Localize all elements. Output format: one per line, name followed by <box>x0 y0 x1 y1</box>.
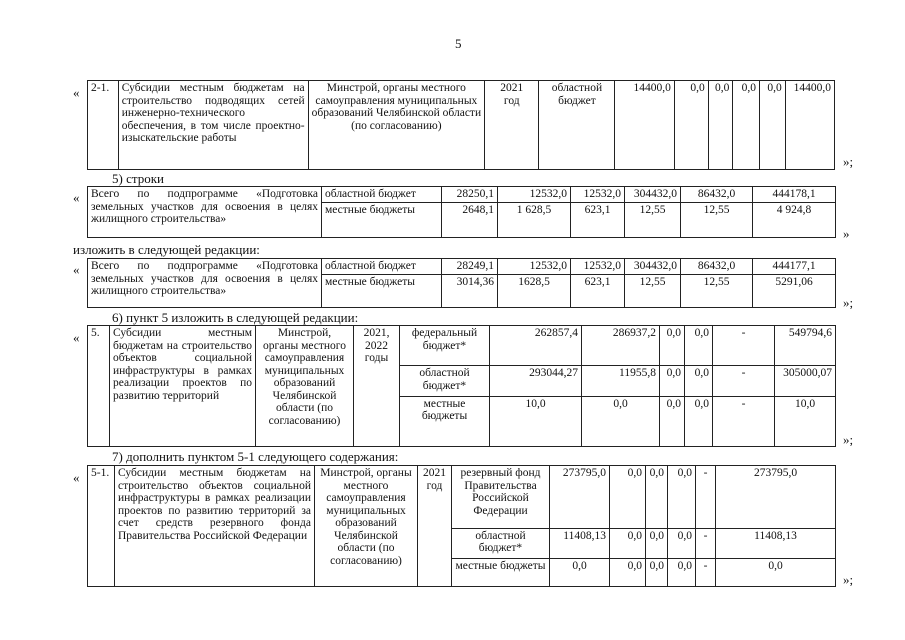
page-number: 5 <box>455 36 462 51</box>
quote-close: »; <box>843 572 854 587</box>
quote-close: »; <box>843 432 854 447</box>
item-number: 5-1. <box>88 466 115 587</box>
value-cell: 304432,0 <box>625 259 681 275</box>
row-source: местные бюджеты <box>452 558 550 586</box>
quote-close: »; <box>843 154 854 169</box>
row-source: местные бюджеты <box>322 203 442 238</box>
caption-6: 6) пункт 5 изложить в следующей редакции: <box>112 310 359 325</box>
quote-open: « <box>73 470 80 485</box>
row-source: местные бюджеты <box>400 396 490 446</box>
value-cell: 0,0 <box>668 528 696 558</box>
value-cell: 262857,4 <box>490 326 582 366</box>
item-description: Субсидии местным бюджетам на строительство объектов социальной инфраструктуры в рамках реализации проектов по развитию территорий за счет средств резервного фонда Правительства Российской Федерации <box>115 466 315 587</box>
item-year: 2021 год <box>485 81 539 170</box>
value-cell: 1 628,5 <box>498 203 571 238</box>
caption-5: 5) строки <box>112 171 164 186</box>
item-source: областной бюджет <box>539 81 615 170</box>
value-cell: 12532,0 <box>498 187 571 203</box>
value-cell: 10,0 <box>775 396 836 446</box>
quote-open: « <box>73 262 80 277</box>
row-source: местные бюджеты <box>322 275 442 308</box>
total-description: Всего по подпрограмме «Подготовка земельных участков для освоения в целях жилищного строительства» <box>88 259 322 308</box>
value-cell: 623,1 <box>571 275 625 308</box>
value-cell: 0,0 <box>668 466 696 529</box>
caption-7: 7) дополнить пунктом 5-1 следующего содержания: <box>112 449 399 464</box>
item-description: Субсидии местным бюджетам на строительство подводящих сетей инженерно-технического обеспечения, в том числе проектно-изыскательские работы <box>118 81 308 170</box>
value-cell: 14400,0 <box>785 81 834 170</box>
value-cell: 273795,0 <box>716 466 836 529</box>
value-cell: 0,0 <box>582 396 660 446</box>
quote-open: « <box>73 85 80 100</box>
value-cell: 86432,0 <box>681 187 753 203</box>
item-year: 2021 год <box>418 466 452 587</box>
quote-open: « <box>73 330 80 345</box>
value-cell: 0,0 <box>685 366 713 396</box>
value-cell: - <box>713 366 775 396</box>
value-cell: 0,0 <box>660 396 685 446</box>
value-cell: 623,1 <box>571 203 625 238</box>
item-year: 2021, 2022 годы <box>354 326 400 447</box>
value-cell: 0,0 <box>610 558 646 586</box>
value-cell: 273795,0 <box>550 466 610 529</box>
row-source: федеральный бюджет* <box>400 326 490 366</box>
quote-close: »; <box>843 295 854 310</box>
value-cell: 28249,1 <box>442 259 498 275</box>
value-cell: 28250,1 <box>442 187 498 203</box>
value-cell: - <box>713 326 775 366</box>
value-cell: 549794,6 <box>775 326 836 366</box>
table-item-5 <box>87 325 836 447</box>
item-description: Субсидии местным бюджетам на строительство объектов социальной инфраструктуры в рамках реализации проектов по развитию территорий <box>110 326 256 447</box>
value-cell: 293044,27 <box>490 366 582 396</box>
value-cell: 5291,06 <box>753 275 836 308</box>
value-cell: 0,0 <box>660 326 685 366</box>
row-source: областной бюджет* <box>400 366 490 396</box>
value-cell: 11408,13 <box>716 528 836 558</box>
value-cell: 10,0 <box>490 396 582 446</box>
value-cell: 12,55 <box>681 203 753 238</box>
value-cell: 3014,36 <box>442 275 498 308</box>
value-cell: - <box>696 528 716 558</box>
item-number: 5. <box>88 326 110 447</box>
value-cell: 444178,1 <box>753 187 836 203</box>
value-cell: 0,0 <box>760 81 786 170</box>
value-cell: 444177,1 <box>753 259 836 275</box>
value-cell: 0,0 <box>646 466 668 529</box>
quote-close: » <box>843 226 850 241</box>
row-source: резервный фонд Правительства Российской Федерации <box>452 466 550 529</box>
value-cell: 0,0 <box>708 81 733 170</box>
value-cell: - <box>713 396 775 446</box>
value-cell: - <box>696 466 716 529</box>
value-cell: 12532,0 <box>498 259 571 275</box>
value-cell: 4 924,8 <box>753 203 836 238</box>
value-cell: 12,55 <box>625 203 681 238</box>
value-cell: 1628,5 <box>498 275 571 308</box>
value-cell: 0,0 <box>685 396 713 446</box>
value-cell: 0,0 <box>646 558 668 586</box>
value-cell: 86432,0 <box>681 259 753 275</box>
value-cell: - <box>696 558 716 586</box>
item-number: 2-1. <box>88 81 119 170</box>
value-cell: 286937,2 <box>582 326 660 366</box>
row-source: областной бюджет* <box>452 528 550 558</box>
item-organization: Минстрой, органы местного самоуправления муниципальных образований Челябинской области (по согласованию) <box>308 81 484 170</box>
table-old-total <box>87 186 836 238</box>
total-description: Всего по подпрограмме «Подготовка земельных участков для освоения в целях жилищного строительства» <box>88 187 322 238</box>
table-item-5-1 <box>87 465 836 587</box>
value-cell: 0,0 <box>646 528 668 558</box>
value-cell: 0,0 <box>668 558 696 586</box>
value-cell: 14400,0 <box>615 81 675 170</box>
table-item-2-1 <box>87 80 835 170</box>
value-cell: 0,0 <box>674 81 708 170</box>
value-cell: 0,0 <box>660 366 685 396</box>
value-cell: 11408,13 <box>550 528 610 558</box>
value-cell: 304432,0 <box>625 187 681 203</box>
value-cell: 2648,1 <box>442 203 498 238</box>
item-organization: Минстрой, органы местного самоуправления муниципальных образований Челябинской области (по согласованию) <box>256 326 354 447</box>
value-cell: 0,0 <box>716 558 836 586</box>
row-source: областной бюджет <box>322 259 442 275</box>
value-cell: 11955,8 <box>582 366 660 396</box>
quote-open: « <box>73 190 80 205</box>
value-cell: 12532,0 <box>571 187 625 203</box>
caption-edit: изложить в следующей редакции: <box>73 242 260 257</box>
value-cell: 0,0 <box>550 558 610 586</box>
value-cell: 12,55 <box>681 275 753 308</box>
value-cell: 12,55 <box>625 275 681 308</box>
value-cell: 0,0 <box>685 326 713 366</box>
value-cell: 0,0 <box>733 81 760 170</box>
row-source: областной бюджет <box>322 187 442 203</box>
value-cell: 12532,0 <box>571 259 625 275</box>
item-organization: Минстрой, органы местного самоуправления муниципальных образований Челябинской области (по согласованию) <box>315 466 418 587</box>
value-cell: 0,0 <box>610 466 646 529</box>
value-cell: 305000,07 <box>775 366 836 396</box>
value-cell: 0,0 <box>610 528 646 558</box>
table-new-total <box>87 258 836 308</box>
